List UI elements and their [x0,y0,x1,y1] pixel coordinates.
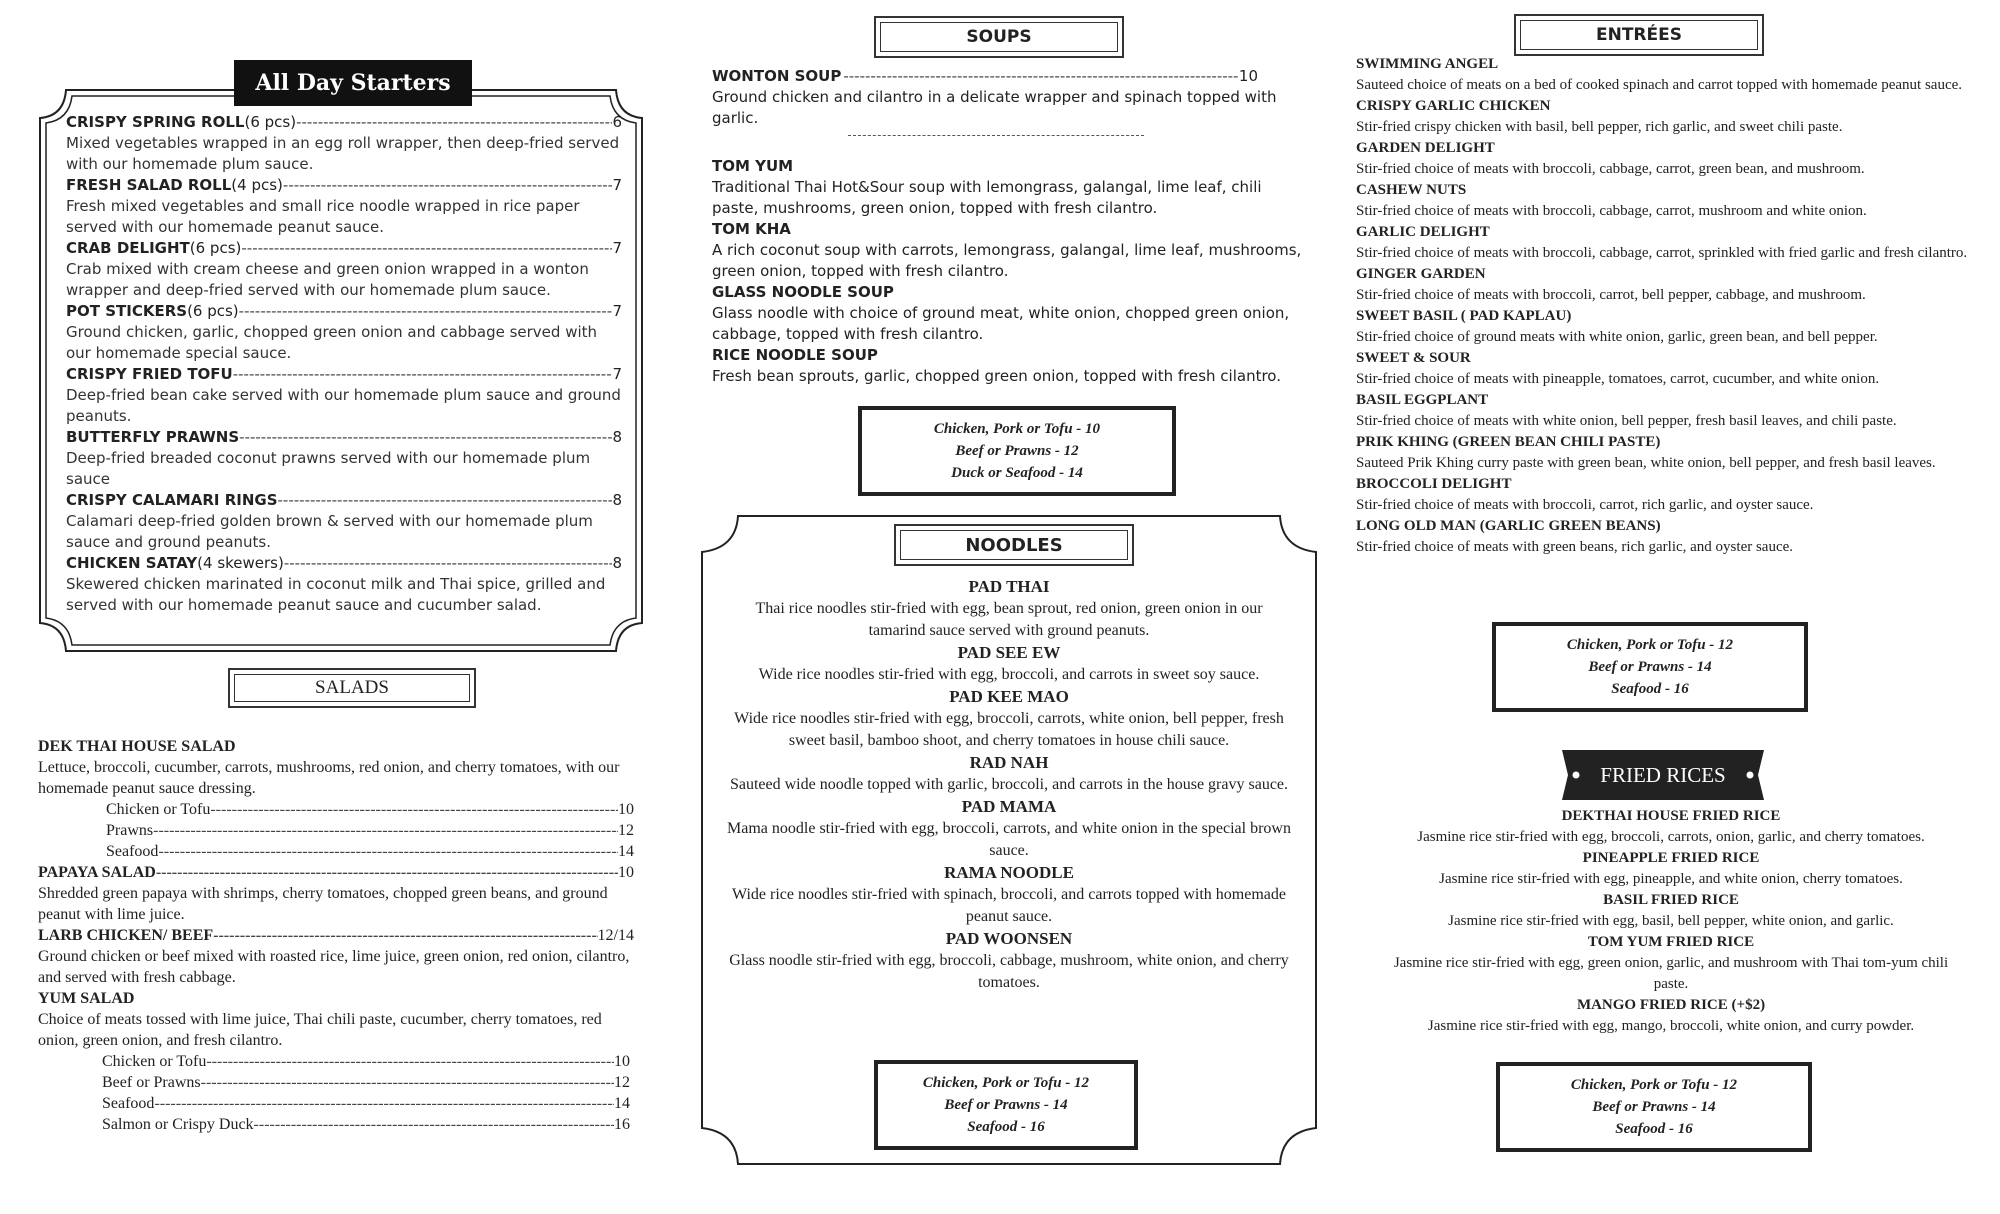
starter-price: 7 [612,176,622,194]
noodles-list [726,576,1292,994]
starter-item [66,238,622,301]
starter-price: 8 [612,428,622,446]
price-line: Beef or Prawns - 14 [1588,659,1712,675]
noodle-name: PAD SEE EW [957,643,1061,662]
soup-name: TOM YUM [712,157,794,175]
option-price: 10 [614,1053,630,1070]
fried-rice-desc: Jasmine rice stir-fried with egg, broccoli, carrots, onion, garlic, and cherry tomatoes. [1417,829,1925,845]
starter-qty: (6 pcs) [189,239,242,257]
option-label: Prawns [106,822,154,839]
noodle-desc: Mama noodle stir-fried with egg, broccoli, carrots, and white onion in the special brown sauce. [727,820,1291,859]
entree-name: LONG OLD MAN (GARLIC GREEN BEANS) [1356,518,1661,534]
noodle-name: PAD WOONSEN [945,929,1073,948]
fried-rices-banner [1554,750,1772,800]
starter-qty: (6 pcs) [187,302,239,320]
starter-desc: Ground chicken, garlic, chopped green onion and cabbage served with our homemade special sauce. [66,323,598,362]
salad-option [38,1072,630,1093]
starter-item [66,301,622,364]
entree-desc: Stir-fried choice of meats with broccoli, cabbage, carrot, green bean, and mushroom. [1356,161,1865,177]
option-price: 14 [614,1095,630,1112]
starter-name: CRISPY SPRING ROLL [66,113,245,131]
fried-rice-desc: Jasmine rice stir-fried with egg, green onion, garlic, and mushroom with Thai tom-yum chili paste. [1393,955,1949,992]
starter-item [66,490,622,553]
salads-title-box [228,668,476,708]
entree-name: BASIL EGGPLANT [1356,392,1489,408]
starter-price: 6 [612,113,622,131]
noodle-desc: Wide rice noodles stir-fried with spinach, broccoli, and carrots topped with homemade peanut sauce. [732,886,1286,925]
starter-item [66,427,622,490]
entree-name: BROCCOLI DELIGHT [1356,476,1512,492]
soups-price-box [858,406,1176,496]
starter-name: CRISPY CALAMARI RINGS [66,491,278,509]
soup-name: RICE NOODLE SOUP [712,346,878,364]
entree-desc: Stir-fried choice of meats with broccoli, carrot, rich garlic, and oyster sauce. [1356,497,1814,513]
entree-desc: Sauteed Prik Khing curry paste with green bean, white onion, bell pepper, and fresh basil leaves. [1356,455,1936,471]
salad-desc: Ground chicken or beef mixed with roasted rice, lime juice, green onion, red onion, cilantro, and served with fresh cabbage. [38,948,630,986]
noodle-desc: Wide rice noodles stir-fried with egg, broccoli, and carrots in sweet soy sauce. [758,666,1260,683]
salad-desc: Lettuce, broccoli, cucumber, carrots, mushrooms, red onion, and cherry tomatoes, with our homemade peanut sauce dressing. [38,759,620,797]
soup-desc: Traditional Thai Hot&Sour soup with lemongrass, galangal, lime leaf, chili paste, mushrooms, green onion, topped with fresh cilantro. [712,178,1262,217]
noodle-name: PAD KEE MAO [949,687,1069,706]
starter-item [66,175,622,238]
entrees-title-box [1514,14,1764,56]
fried-rice-name: MANGO FRIED RICE (+$2) [1576,997,1766,1013]
entree-name: SWEET BASIL ( PAD KAPLAU) [1356,308,1572,324]
starter-desc: Deep-fried breaded coconut prawns served with our homemade plum sauce [66,449,591,488]
starter-desc: Deep-fried bean cake served with our homemade plum sauce and ground peanuts. [66,386,621,425]
option-label: Chicken or Tofu [106,801,211,818]
fried-rice-desc: Jasmine rice stir-fried with egg, pineapple, and white onion, cherry tomatoes. [1439,871,1903,887]
salad-name-row [38,925,634,946]
starter-qty: (4 pcs) [231,176,283,194]
salad-name: LARB CHICKEN/ BEEF [38,927,214,944]
entree-desc: Sauteed choice of meats on a bed of cooked spinach and carrot topped with homemade peanut sauce. [1356,77,1963,93]
salad-option [38,1114,630,1135]
soup-desc: A rich coconut soup with carrots, lemongrass, galangal, lime leaf, mushrooms, green onion, topped with fresh cilantro. [712,241,1302,280]
noodles-title: NOODLES [900,530,1128,560]
starter-desc: Fresh mixed vegetables and small rice noodle wrapped in rice paper served with our homemade peanut sauce. [66,197,580,236]
price-line: Beef or Prawns - 14 [944,1097,1068,1113]
starter-price: 7 [612,302,622,320]
salad-option [38,1051,630,1072]
fried-rices-list [1376,806,1966,1037]
option-price: 16 [614,1116,630,1133]
soups-list [712,66,1312,387]
entree-name: SWIMMING ANGEL [1356,56,1499,72]
starter-desc: Crab mixed with cream cheese and green onion wrapped in a wonton wrapper and deep-fried served with our homemade plum sauce. [66,260,589,299]
starter-price: 8 [612,554,622,572]
price-line: Beef or Prawns - 14 [1592,1099,1716,1115]
soup-desc: Ground chicken and cilantro in a delicate wrapper and spinach topped with garlic. [712,88,1277,127]
starter-name: FRESH SALAD ROLL [66,176,232,194]
price-line: Seafood - 16 [1611,681,1689,697]
price-line: Seafood - 16 [967,1119,1045,1135]
noodle-name: RAMA NOODLE [944,863,1074,882]
option-price: 12 [618,822,634,839]
starters-title: All Day Starters [234,60,472,106]
noodle-name: RAD NAH [969,753,1049,772]
price-line: Duck or Seafood - 14 [951,465,1083,481]
salad-option [38,841,634,862]
soups-title-box [874,16,1124,58]
noodles-price-box [874,1060,1138,1150]
starter-item [66,364,622,427]
starter-item [66,553,622,616]
fried-rices-price-box [1496,1062,1812,1152]
entree-desc: Stir-fried choice of meats with green beans, rich garlic, and oyster sauce. [1356,539,1794,555]
starter-price: 7 [612,365,622,383]
entree-desc: Stir-fried choice of meats with pineapple, tomatoes, carrot, cucumber, and white onion. [1356,371,1880,387]
soup-name-row [712,66,1258,87]
entree-name: CRISPY GARLIC CHICKEN [1356,98,1551,114]
soup-name: WONTON SOUP [712,67,842,85]
soup-desc: Glass noodle with choice of ground meat, white onion, chopped green onion, cabbage, topped with fresh cilantro. [712,304,1290,343]
price-line: Seafood - 16 [1615,1121,1693,1137]
soup-desc: Fresh bean sprouts, garlic, chopped green onion, topped with fresh cilantro. [712,367,1281,385]
salad-name: DEK THAI HOUSE SALAD [38,738,236,755]
soup-name: TOM KHA [712,220,791,238]
salad-desc: Choice of meats tossed with lime juice, Thai chili paste, cucumber, cherry tomatoes, red onion, green onion, and fresh cilantro. [38,1011,602,1049]
starter-name: BUTTERFLY PRAWNS [66,428,240,446]
entree-desc: Stir-fried crispy chicken with basil, bell pepper, rich garlic, and sweet chili paste. [1356,119,1843,135]
starter-desc: Mixed vegetables wrapped in an egg roll wrapper, then deep-fried served with our homemade plum sauce. [66,134,620,173]
fried-rice-name: DEKTHAI HOUSE FRIED RICE [1561,808,1781,824]
entree-name: CASHEW NUTS [1356,182,1467,198]
salad-name: PAPAYA SALAD [38,864,156,881]
entree-name: GARLIC DELIGHT [1356,224,1490,240]
starter-desc: Calamari deep-fried golden brown & served with our homemade plum sauce and ground peanuts. [66,512,593,551]
entrees-price-box [1492,622,1808,712]
salad-option [38,820,634,841]
noodle-name: PAD THAI [968,577,1050,596]
salad-price: 12/14 [597,927,634,944]
option-label: Seafood [102,1095,155,1112]
entree-name: PRIK KHING (GREEN BEAN CHILI PASTE) [1356,434,1661,450]
noodle-desc: Sauteed wide noodle topped with garlic, broccoli, and carrots in the house gravy sauce. [729,776,1289,793]
starter-name: CHICKEN SATAY [66,554,198,572]
price-line: Beef or Prawns - 12 [955,443,1079,459]
fried-rice-name: BASIL FRIED RICE [1603,892,1739,908]
option-label: Seafood [106,843,159,860]
starter-desc: Skewered chicken marinated in coconut milk and Thai spice, grilled and served with our homemade peanut sauce and cucumber salad. [66,575,606,614]
entrees-list [1356,54,1986,558]
soup-name: GLASS NOODLE SOUP [712,283,894,301]
noodle-name: PAD MAMA [961,797,1057,816]
starters-list [66,112,622,616]
noodle-desc: Wide rice noodles stir-fried with egg, broccoli, carrots, white onion, bell pepper, fresh sweet basil, bamboo shoot, and cherry tomatoes in house chili sauce. [734,710,1284,749]
entree-name: GINGER GARDEN [1356,266,1486,282]
entree-name: GARDEN DELIGHT [1356,140,1495,156]
starter-price: 7 [612,239,622,257]
option-label: Beef or Prawns [102,1074,201,1091]
soups-title: SOUPS [880,22,1118,52]
starter-price: 8 [612,491,622,509]
entree-desc: Stir-fried choice of ground meats with white onion, garlic, green bean, and bell pepper. [1356,329,1878,345]
starter-name: POT STICKERS [66,302,188,320]
starter-item [66,112,622,175]
fried-rice-name: PINEAPPLE FRIED RICE [1582,850,1760,866]
price-line: Chicken, Pork or Tofu - 12 [922,1075,1090,1091]
fried-rices-title: FRIED RICES [1600,763,1726,787]
entree-desc: Stir-fried choice of meats with white onion, bell pepper, fresh basil leaves, and chili paste. [1356,413,1897,429]
fried-rice-desc: Jasmine rice stir-fried with egg, mango, broccoli, white onion, and curry powder. [1427,1018,1915,1034]
salad-price: 10 [618,864,634,881]
starter-qty: (4 skewers) [197,554,284,572]
starter-name: CRISPY FRIED TOFU [66,365,233,383]
option-label: Chicken or Tofu [102,1053,207,1070]
starter-name: CRAB DELIGHT [66,239,190,257]
soup-price: 10 [1238,67,1258,85]
fried-rice-name: TOM YUM FRIED RICE [1587,934,1755,950]
noodles-title-box [894,524,1134,566]
price-line: Chicken, Pork or Tofu - 12 [1566,637,1734,653]
salad-option [38,1093,630,1114]
option-price: 10 [618,801,634,818]
entree-desc: Stir-fried choice of meats with broccoli, cabbage, carrot, mushroom and white onion. [1356,203,1867,219]
option-price: 14 [618,843,634,860]
salads-list [38,736,638,1135]
starter-qty: (6 pcs) [244,113,297,131]
price-line: Chicken, Pork or Tofu - 12 [1570,1077,1738,1093]
entree-name: SWEET & SOUR [1356,350,1471,366]
salad-option [38,799,634,820]
option-label: Salmon or Crispy Duck [102,1116,254,1133]
entrees-title: ENTRÉES [1520,20,1758,50]
salad-desc: Shredded green papaya with shrimps, cherry tomatoes, chopped green beans, and ground peanut with lime juice. [38,885,608,923]
salad-name: YUM SALAD [38,990,135,1007]
noodle-desc: Glass noodle stir-fried with egg, broccoli, cabbage, mushroom, white onion, and cherry tomatoes. [729,952,1289,991]
price-line: Chicken, Pork or Tofu - 10 [933,421,1101,437]
entree-desc: Stir-fried choice of meats with broccoli, cabbage, carrot, sprinkled with fried garlic and fresh cilantro. [1356,245,1968,261]
fried-rice-desc: Jasmine rice stir-fried with egg, basil, bell pepper, white onion, and garlic. [1448,913,1894,929]
noodle-desc: Thai rice noodles stir-fried with egg, bean sprout, red onion, green onion in our tamarind sauce served with ground peanuts. [755,600,1263,639]
salads-title: SALADS [234,674,470,702]
entree-desc: Stir-fried choice of meats with broccoli, carrot, bell pepper, cabbage, and mushroom. [1356,287,1866,303]
option-price: 12 [614,1074,630,1091]
salad-name-row [38,862,634,883]
